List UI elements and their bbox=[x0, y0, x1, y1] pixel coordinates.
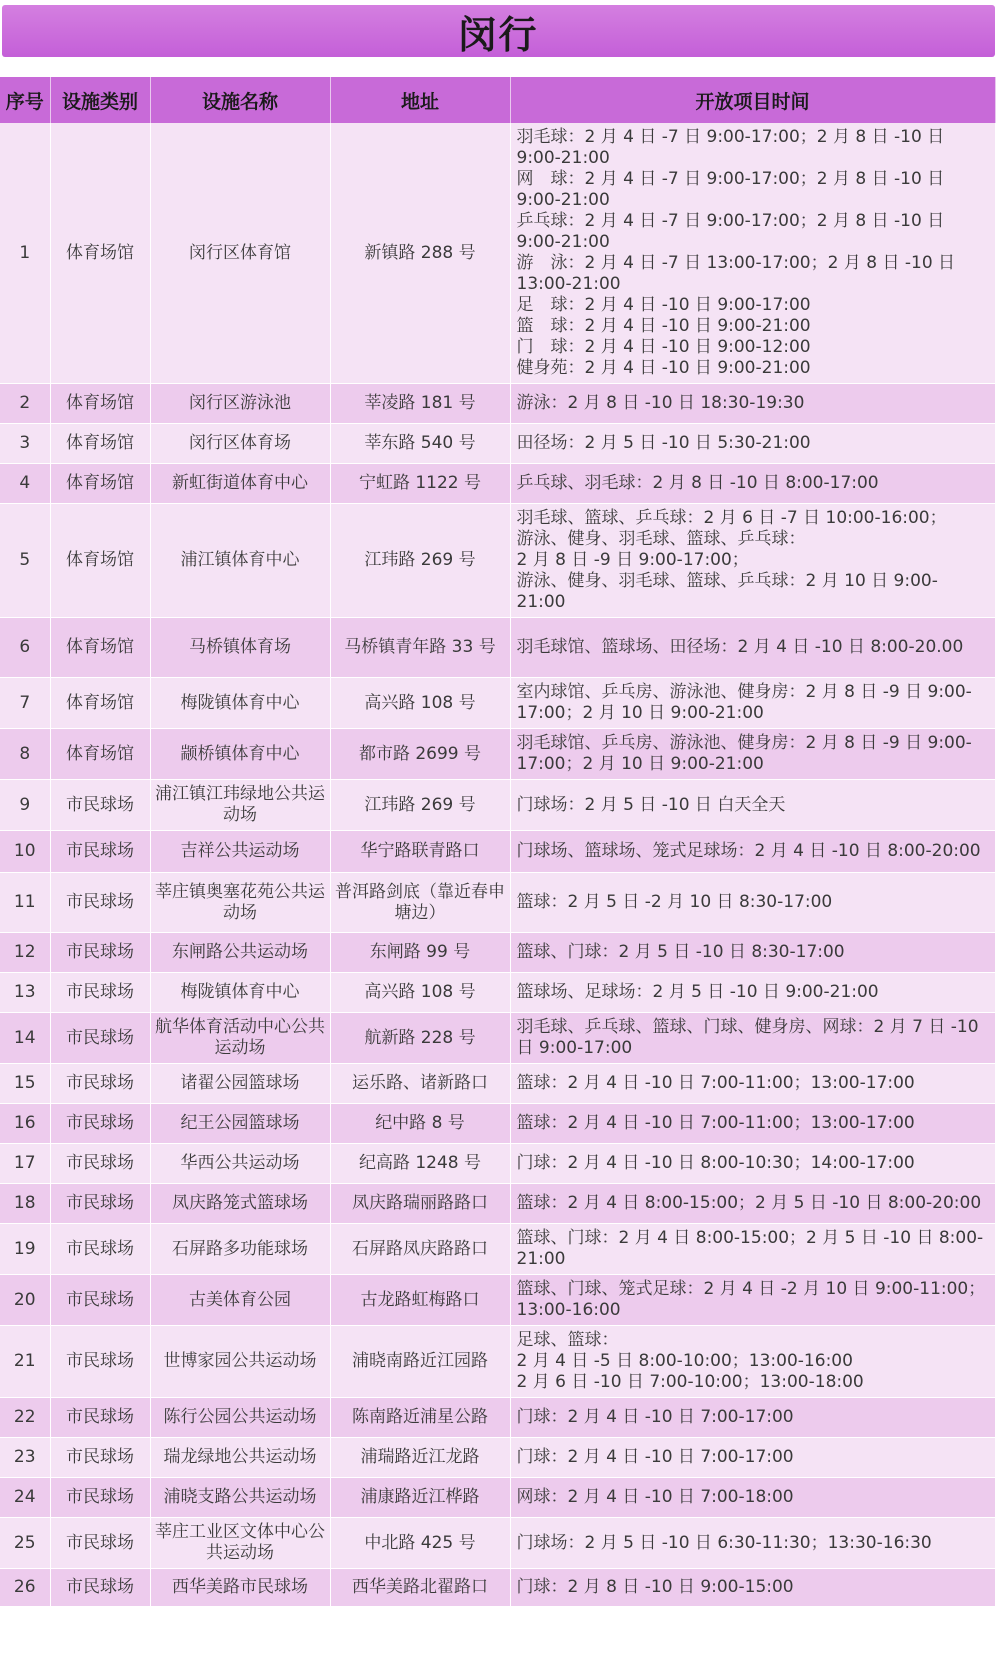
cell-name: 古美体育公园 bbox=[150, 1275, 330, 1326]
cell-name: 石屏路多功能球场 bbox=[150, 1224, 330, 1275]
cell-no: 15 bbox=[0, 1064, 50, 1104]
cell-category: 市民球场 bbox=[50, 1569, 150, 1607]
cell-name: 莘庄工业区文体中心公共运动场 bbox=[150, 1518, 330, 1569]
table-row bbox=[0, 123, 995, 384]
cell-category: 市民球场 bbox=[50, 780, 150, 831]
cell-name: 颛桥镇体育中心 bbox=[150, 729, 330, 780]
cell-address: 西华美路北翟路口 bbox=[330, 1569, 510, 1607]
cell-category: 市民球场 bbox=[50, 1184, 150, 1224]
table-row bbox=[0, 678, 995, 729]
cell-name: 瑞龙绿地公共运动场 bbox=[150, 1438, 330, 1478]
table-row bbox=[0, 729, 995, 780]
cell-category: 市民球场 bbox=[50, 1326, 150, 1398]
cell-hours: 羽毛球馆、篮球场、田径场：2 月 4 日 -10 日 8:00-20.00 bbox=[510, 618, 995, 678]
cell-name: 闵行区体育馆 bbox=[150, 123, 330, 384]
cell-address: 石屏路凤庆路路口 bbox=[330, 1224, 510, 1275]
table-row bbox=[0, 504, 995, 618]
cell-category: 市民球场 bbox=[50, 1438, 150, 1478]
cell-category: 市民球场 bbox=[50, 1518, 150, 1569]
cell-address: 都市路 2699 号 bbox=[330, 729, 510, 780]
cell-no: 16 bbox=[0, 1104, 50, 1144]
facility-table bbox=[0, 77, 996, 1607]
cell-no: 3 bbox=[0, 424, 50, 464]
cell-no: 18 bbox=[0, 1184, 50, 1224]
cell-hours: 篮球：2 月 5 日 -2 月 10 日 8:30-17:00 bbox=[510, 873, 995, 933]
cell-name: 航华体育活动中心公共运动场 bbox=[150, 1013, 330, 1064]
cell-address: 高兴路 108 号 bbox=[330, 678, 510, 729]
cell-no: 22 bbox=[0, 1398, 50, 1438]
cell-no: 14 bbox=[0, 1013, 50, 1064]
table-row bbox=[0, 780, 995, 831]
cell-name: 浦江镇体育中心 bbox=[150, 504, 330, 618]
cell-address: 宁虹路 1122 号 bbox=[330, 464, 510, 504]
cell-hours: 篮球、门球：2 月 4 日 8:00-15:00；2 月 5 日 -10 日 8:00-21:00 bbox=[510, 1224, 995, 1275]
cell-category: 市民球场 bbox=[50, 1144, 150, 1184]
table-row bbox=[0, 1184, 995, 1224]
header-name: 设施名称 bbox=[150, 77, 330, 123]
cell-hours: 羽毛球、篮球、乒乓球：2 月 6 日 -7 日 10:00-16:00； 游泳、健身、羽毛球、篮球、乒乓球： 2 月 8 日 -9 日 9:00-17:00； 游泳、健身、羽毛球、篮球、乒乓球：2 月 10 日 9:00-21:00 bbox=[510, 504, 995, 618]
table-row bbox=[0, 1013, 995, 1064]
cell-name: 马桥镇体育场 bbox=[150, 618, 330, 678]
table-row bbox=[0, 424, 995, 464]
cell-category: 市民球场 bbox=[50, 873, 150, 933]
cell-name: 世博家园公共运动场 bbox=[150, 1326, 330, 1398]
cell-hours: 篮球：2 月 4 日 8:00-15:00；2 月 5 日 -10 日 8:00-20:00 bbox=[510, 1184, 995, 1224]
cell-name: 吉祥公共运动场 bbox=[150, 831, 330, 873]
cell-hours: 篮球场、足球场：2 月 5 日 -10 日 9:00-21:00 bbox=[510, 973, 995, 1013]
cell-category: 市民球场 bbox=[50, 1275, 150, 1326]
cell-hours: 足球、篮球： 2 月 4 日 -5 日 8:00-10:00；13:00-16:00 2 月 6 日 -10 日 7:00-10:00；13:00-18:00 bbox=[510, 1326, 995, 1398]
cell-hours: 门球场：2 月 5 日 -10 日 白天全天 bbox=[510, 780, 995, 831]
table-row bbox=[0, 384, 995, 424]
cell-address: 莘东路 540 号 bbox=[330, 424, 510, 464]
cell-hours: 羽毛球：2 月 4 日 -7 日 9:00-17:00；2 月 8 日 -10 日 9:00-21:00 网 球：2 月 4 日 -7 日 9:00-17:00；2 月 8 日 -10 日 9:00-21:00 乒乓球：2 月 4 日 -7 日 9:00-17:00；2 月 8 日 -10 日 9:00-21:00 游 泳：2 月 4 日 -7 日 13:00-17:00；2 月 8 日 -10 日 13:00-21:00 足 球：2 月 4 日 -10 日 9:00-17:00 篮 球：2 月 4 日 -10 日 9:00-21:00 门 球：2 月 4 日 -10 日 9:00-12:00 健身苑：2 月 4 日 -10 日 9:00-21:00 bbox=[510, 123, 995, 384]
cell-address: 古龙路虹梅路口 bbox=[330, 1275, 510, 1326]
cell-name: 华西公共运动场 bbox=[150, 1144, 330, 1184]
table-row bbox=[0, 1478, 995, 1518]
cell-category: 市民球场 bbox=[50, 1224, 150, 1275]
header-address: 地址 bbox=[330, 77, 510, 123]
cell-category: 市民球场 bbox=[50, 1478, 150, 1518]
table-row bbox=[0, 1224, 995, 1275]
table-row bbox=[0, 933, 995, 973]
table-header-row bbox=[0, 77, 995, 123]
cell-no: 6 bbox=[0, 618, 50, 678]
cell-hours: 门球：2 月 8 日 -10 日 9:00-15:00 bbox=[510, 1569, 995, 1607]
cell-hours: 田径场：2 月 5 日 -10 日 5:30-21:00 bbox=[510, 424, 995, 464]
cell-category: 市民球场 bbox=[50, 973, 150, 1013]
table-row bbox=[0, 973, 995, 1013]
cell-hours: 乒乓球、羽毛球：2 月 8 日 -10 日 8:00-17:00 bbox=[510, 464, 995, 504]
cell-no: 13 bbox=[0, 973, 50, 1013]
header-hours: 开放项目时间 bbox=[510, 77, 995, 123]
table-row bbox=[0, 1275, 995, 1326]
cell-hours: 门球场、篮球场、笼式足球场：2 月 4 日 -10 日 8:00-20:00 bbox=[510, 831, 995, 873]
cell-address: 江玮路 269 号 bbox=[330, 780, 510, 831]
table-row bbox=[0, 831, 995, 873]
cell-name: 西华美路市民球场 bbox=[150, 1569, 330, 1607]
cell-no: 7 bbox=[0, 678, 50, 729]
cell-no: 25 bbox=[0, 1518, 50, 1569]
page-title-bar bbox=[2, 5, 995, 57]
cell-category: 市民球场 bbox=[50, 933, 150, 973]
cell-name: 莘庄镇奥塞花苑公共运动场 bbox=[150, 873, 330, 933]
cell-address: 莘凌路 181 号 bbox=[330, 384, 510, 424]
cell-no: 10 bbox=[0, 831, 50, 873]
cell-address: 浦瑞路近江龙路 bbox=[330, 1438, 510, 1478]
cell-name: 凤庆路笼式篮球场 bbox=[150, 1184, 330, 1224]
cell-no: 17 bbox=[0, 1144, 50, 1184]
cell-no: 12 bbox=[0, 933, 50, 973]
cell-category: 体育场馆 bbox=[50, 384, 150, 424]
table-row bbox=[0, 618, 995, 678]
cell-address: 纪中路 8 号 bbox=[330, 1104, 510, 1144]
cell-name: 梅陇镇体育中心 bbox=[150, 678, 330, 729]
cell-address: 运乐路、诸新路口 bbox=[330, 1064, 510, 1104]
cell-category: 体育场馆 bbox=[50, 504, 150, 618]
cell-hours: 篮球：2 月 4 日 -10 日 7:00-11:00；13:00-17:00 bbox=[510, 1104, 995, 1144]
cell-name: 陈行公园公共运动场 bbox=[150, 1398, 330, 1438]
cell-no: 4 bbox=[0, 464, 50, 504]
cell-category: 体育场馆 bbox=[50, 424, 150, 464]
cell-address: 普洱路剑底（靠近春申塘边） bbox=[330, 873, 510, 933]
cell-category: 体育场馆 bbox=[50, 618, 150, 678]
cell-category: 市民球场 bbox=[50, 1064, 150, 1104]
cell-address: 浦康路近江桦路 bbox=[330, 1478, 510, 1518]
cell-category: 市民球场 bbox=[50, 1013, 150, 1064]
cell-hours: 网球：2 月 4 日 -10 日 7:00-18:00 bbox=[510, 1478, 995, 1518]
cell-name: 新虹街道体育中心 bbox=[150, 464, 330, 504]
cell-address: 马桥镇青年路 33 号 bbox=[330, 618, 510, 678]
cell-address: 华宁路联青路口 bbox=[330, 831, 510, 873]
table-row bbox=[0, 1398, 995, 1438]
cell-address: 高兴路 108 号 bbox=[330, 973, 510, 1013]
cell-name: 东闸路公共运动场 bbox=[150, 933, 330, 973]
cell-no: 11 bbox=[0, 873, 50, 933]
header-no: 序号 bbox=[0, 77, 50, 123]
cell-address: 新镇路 288 号 bbox=[330, 123, 510, 384]
cell-hours: 篮球：2 月 4 日 -10 日 7:00-11:00；13:00-17:00 bbox=[510, 1064, 995, 1104]
cell-name: 闵行区游泳池 bbox=[150, 384, 330, 424]
cell-no: 21 bbox=[0, 1326, 50, 1398]
cell-hours: 羽毛球、乒乓球、篮球、门球、健身房、网球：2 月 7 日 -10 日 9:00-17:00 bbox=[510, 1013, 995, 1064]
cell-name: 纪王公园篮球场 bbox=[150, 1104, 330, 1144]
cell-no: 2 bbox=[0, 384, 50, 424]
cell-no: 8 bbox=[0, 729, 50, 780]
header-category: 设施类别 bbox=[50, 77, 150, 123]
cell-address: 凤庆路瑞丽路路口 bbox=[330, 1184, 510, 1224]
table-row bbox=[0, 464, 995, 504]
cell-name: 浦晓支路公共运动场 bbox=[150, 1478, 330, 1518]
table-row bbox=[0, 1144, 995, 1184]
cell-address: 东闸路 99 号 bbox=[330, 933, 510, 973]
cell-category: 体育场馆 bbox=[50, 729, 150, 780]
cell-address: 纪高路 1248 号 bbox=[330, 1144, 510, 1184]
cell-hours: 篮球、门球、笼式足球：2 月 4 日 -2 月 10 日 9:00-11:00；13:00-16:00 bbox=[510, 1275, 995, 1326]
cell-address: 中北路 425 号 bbox=[330, 1518, 510, 1569]
cell-no: 9 bbox=[0, 780, 50, 831]
cell-category: 体育场馆 bbox=[50, 678, 150, 729]
table-row bbox=[0, 873, 995, 933]
cell-address: 江玮路 269 号 bbox=[330, 504, 510, 618]
cell-no: 24 bbox=[0, 1478, 50, 1518]
cell-category: 体育场馆 bbox=[50, 464, 150, 504]
cell-address: 陈南路近浦星公路 bbox=[330, 1398, 510, 1438]
cell-hours: 门球：2 月 4 日 -10 日 7:00-17:00 bbox=[510, 1398, 995, 1438]
table-body bbox=[0, 123, 995, 1607]
cell-hours: 门球：2 月 4 日 -10 日 8:00-10:30；14:00-17:00 bbox=[510, 1144, 995, 1184]
table-row bbox=[0, 1104, 995, 1144]
page-title: 闵行 bbox=[458, 12, 539, 57]
cell-no: 26 bbox=[0, 1569, 50, 1607]
cell-name: 闵行区体育场 bbox=[150, 424, 330, 464]
cell-hours: 门球场：2 月 5 日 -10 日 6:30-11:30；13:30-16:30 bbox=[510, 1518, 995, 1569]
cell-name: 浦江镇江玮绿地公共运动场 bbox=[150, 780, 330, 831]
cell-no: 23 bbox=[0, 1438, 50, 1478]
table-row bbox=[0, 1518, 995, 1569]
cell-name: 梅陇镇体育中心 bbox=[150, 973, 330, 1013]
cell-category: 市民球场 bbox=[50, 1398, 150, 1438]
table-row bbox=[0, 1569, 995, 1607]
cell-no: 5 bbox=[0, 504, 50, 618]
table-row bbox=[0, 1438, 995, 1478]
cell-name: 诸翟公园篮球场 bbox=[150, 1064, 330, 1104]
cell-hours: 游泳：2 月 8 日 -10 日 18:30-19:30 bbox=[510, 384, 995, 424]
cell-no: 19 bbox=[0, 1224, 50, 1275]
cell-no: 20 bbox=[0, 1275, 50, 1326]
cell-category: 体育场馆 bbox=[50, 123, 150, 384]
cell-hours: 门球：2 月 4 日 -10 日 7:00-17:00 bbox=[510, 1438, 995, 1478]
cell-address: 航新路 228 号 bbox=[330, 1013, 510, 1064]
table-row bbox=[0, 1326, 995, 1398]
cell-category: 市民球场 bbox=[50, 831, 150, 873]
cell-address: 浦晓南路近江园路 bbox=[330, 1326, 510, 1398]
cell-hours: 室内球馆、乒乓房、游泳池、健身房：2 月 8 日 -9 日 9:00-17:00；2 月 10 日 9:00-21:00 bbox=[510, 678, 995, 729]
cell-hours: 羽毛球馆、乒乓房、游泳池、健身房：2 月 8 日 -9 日 9:00-17:00；2 月 10 日 9:00-21:00 bbox=[510, 729, 995, 780]
cell-category: 市民球场 bbox=[50, 1104, 150, 1144]
table-row bbox=[0, 1064, 995, 1104]
cell-hours: 篮球、门球：2 月 5 日 -10 日 8:30-17:00 bbox=[510, 933, 995, 973]
cell-no: 1 bbox=[0, 123, 50, 384]
